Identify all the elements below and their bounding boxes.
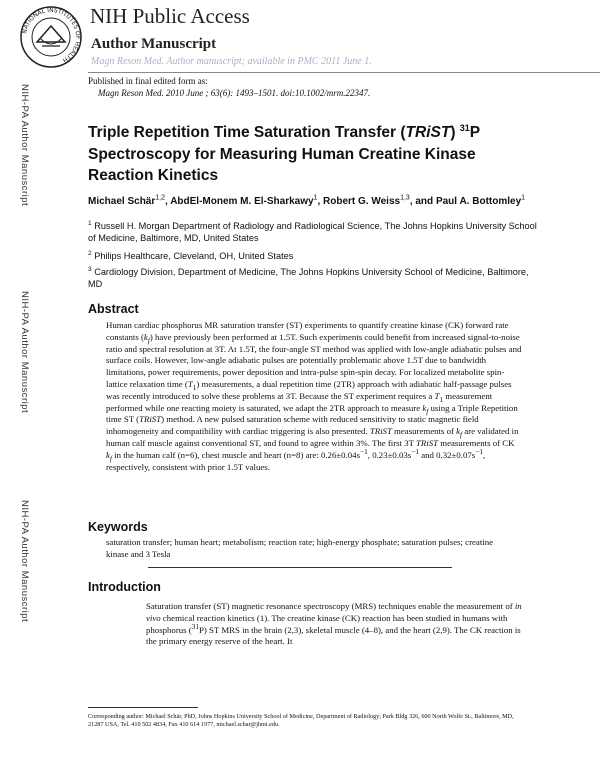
section-divider <box>148 567 452 568</box>
source-line: Magn Reson Med. Author manuscript; available in PMC 2011 June 1. <box>91 56 372 67</box>
sidebar-label: NIH-PA Author Manuscript <box>19 500 30 623</box>
keywords-text: saturation transfer; human heart; metabolism; reaction rate; high-energy phosphate; saturation pulses; creatine kinase and 3 Tesla <box>106 537 494 559</box>
author-name: AbdEl-Monem M. El-Sharkawy <box>170 196 314 207</box>
affiliation: $^2$ Philips Healthcare, Cleveland, OH, United States <box>88 249 294 261</box>
footnote-divider <box>88 707 198 708</box>
sidebar-label: NIH-PA Author Manuscript <box>19 84 30 207</box>
keywords-heading: Keywords <box>88 520 148 534</box>
nih-logo <box>18 4 84 70</box>
author-name: Robert G. Weiss <box>323 196 401 207</box>
header-divider <box>88 72 600 73</box>
nih-public-access-title: NIH Public Access <box>90 4 250 28</box>
author-name: Paul A. Bottomley <box>435 196 522 207</box>
corresponding-author-footnote: Corresponding author: Michael Schär, PhD, Johns Hopkins University School of Medicine, Department of Radiology; Park Bldg 326, 600 North Wolfe St., Baltimore, MD, 21287 USA, Tel. 410 502 4834, Fax 410 614 1977, michael.schar@jhmi.edu. <box>88 713 514 728</box>
article-title: Triple Repetition Time Saturation Transfer (TRiST) $^{31}$P Spectroscopy for Measuring Human Creatine Kinase Reaction Kinetics <box>88 122 480 184</box>
introduction-heading: Introduction <box>88 580 161 594</box>
introduction-body: Saturation transfer (ST) magnetic resonance spectroscopy (MRS) techniques enable the measurement of in vivo chemical reaction kinetics (1). The creatine kinase (CK) reaction has been studied in humans with phosphorus ($^{31}$P) ST MRS in the brain (2,3), skeletal muscle (4–8), and the heart (2,9). The CK reaction is the primary energy reserve of the heart. It <box>146 601 522 647</box>
affiliation: $^3$ Cardiology Division, Department of Medicine, The Johns Hopkins University School of Medicine, Baltimore, MD <box>88 265 529 289</box>
author-manuscript-label: Author Manuscript <box>91 36 217 52</box>
sidebar-label: NIH-PA Author Manuscript <box>19 291 30 414</box>
citation: Magn Reson Med. 2010 June ; 63(6): 1493–1501. doi:10.1002/mrm.22347. <box>98 88 371 98</box>
author-list: Michael Schär$^{1,2}$, AbdEl-Monem M. El-Sharkawy$^1$, Robert G. Weiss$^{1,3}$, and Paul A. Bottomley$^1$ <box>88 194 526 207</box>
nih-seal-icon <box>18 4 84 70</box>
author-name: Michael Schär <box>88 196 156 207</box>
abstract-heading: Abstract <box>88 302 139 316</box>
published-label: Published in final edited form as: <box>88 76 208 86</box>
svg-text:NATIONAL INSTITUTES OF HEALTH: NATIONAL INSTITUTES OF HEALTH <box>21 6 82 64</box>
abstract-body: Human cardiac phosphorus MR saturation transfer (ST) experiments to quantify creatine kinase (CK) forward rate constants $(k_f)$ have previously been performed at 1.5T. Such experiments could benefit from increased signal-to-noise ratio and spectral resolution at 3T. At 1.5T, the four-angle ST method was applied with low-angle adiabatic pulses and surface coils. However, low-angle adiabatic pulses are potentially problematic above 1.5T due to bandwidth limitations, power requirements, power deposition and intra-pulse spin-spin decay. For localized metabolite spin-lattice relaxation time $(T_1)$ measurements, a dual repetition time (2TR) approach with adiabatic half-passage pulses was recently introduced to solve these problems at 3T. Because the ST experiment requires a $T_1$ measurement performed while one reacting moiety is saturated, we adapt the 2TR approach to measure $k_f$ using a Triple Repetition time ST (TRiST) method. A new pulsed saturation scheme with reduced sensitivity to static magnetic field inhomogeneity and compatibility with cardiac triggering is also presented. TRiST measurements of $k_f$ are validated in human calf muscle against conventional ST, and found to agree within 3%. The first 3T TRiST measurements of CK $k_f$ in the human calf (n=6), chest muscle and heart (n=8) are: $0.26\pm 0.04s^{-1}$, $0.23\pm 0.03s^{-1}$ and $0.32\pm 0.07s^{-1}$, respectively, consistent with prior 1.5T values. <box>106 320 522 472</box>
affiliation: $^1$ Russell H. Morgan Department of Radiology and Radiological Science, The Johns Hopkins University School of Medicine, Baltimore, MD, United States <box>88 219 537 243</box>
